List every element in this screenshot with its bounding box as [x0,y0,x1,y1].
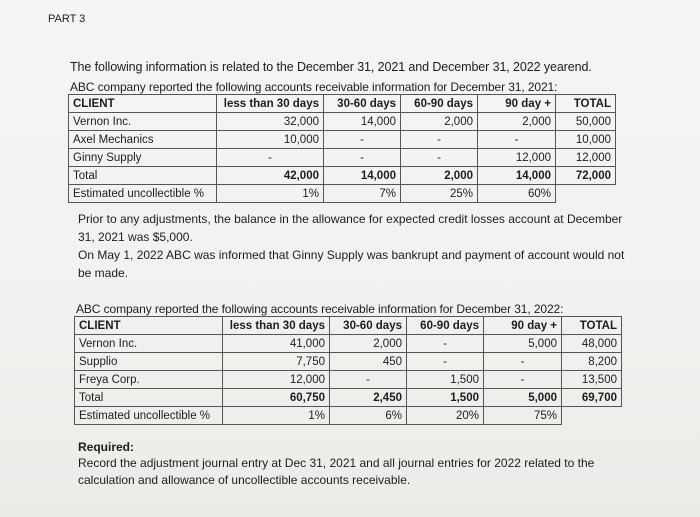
cell: 1% [217,185,324,203]
cell: 10,000 [556,131,616,149]
header-total: TOTAL [556,95,616,113]
header-30-60: 30-60 days [330,317,407,335]
cell: - [484,371,562,389]
part-title: PART 3 [48,13,86,25]
cell: 25% [401,185,478,203]
cell: 14,000 [478,167,556,185]
cell: - [407,335,484,353]
header-total: TOTAL [562,317,622,335]
cell: Total [69,167,217,185]
cell: Freya Corp. [75,371,223,389]
cell: 48,000 [562,335,622,353]
cell: 60,750 [223,389,330,407]
table-row [69,149,616,167]
cell: 2,000 [330,335,407,353]
cell: 2,000 [401,167,478,185]
pct-row [69,185,616,203]
table-row [69,113,616,131]
cell: - [401,131,478,149]
table-row [75,371,622,389]
required-text: Record the adjustment journal entry at Dec 31, 2021 and all journal entries for 2022 related to the calculation and allowance of uncollectible accounts receivable. [78,456,595,487]
cell: Estimated uncollectible % [69,185,217,203]
cell: 2,450 [330,389,407,407]
cell: 42,000 [217,167,324,185]
cell: 450 [330,353,407,371]
cell: 5,000 [484,335,562,353]
table-row [75,335,622,353]
cell: - [478,131,556,149]
cell: 7,750 [223,353,330,371]
header-client: CLIENT [75,317,223,335]
cell: Total [75,389,223,407]
header-lt30: less than 30 days [223,317,330,335]
cell: 1,500 [407,389,484,407]
cell: 72,000 [556,167,616,185]
cell: 2,000 [478,113,556,131]
cell: 13,500 [562,371,622,389]
ar-table-2022 [74,316,622,425]
header-60-90: 60-90 days [401,95,478,113]
cell: Estimated uncollectible % [75,407,223,425]
cell: - [484,353,562,371]
cell: - [324,149,401,167]
bankruptcy-text: On May 1, 2022 ABC was informed that Ginny Supply was bankrupt and payment of account would not be made. [78,248,625,280]
table-header-row [75,317,622,335]
cell: Ginny Supply [69,149,217,167]
cell: Vernon Inc. [75,335,223,353]
cell: 6% [330,407,407,425]
cell: 1% [223,407,330,425]
cell: 8,200 [562,353,622,371]
cell: 41,000 [223,335,330,353]
table1-caption: ABC company reported the following accounts receivable information for December 31, 2021: [70,80,558,94]
cell: Supplio [75,353,223,371]
cell [562,407,622,425]
cell: - [330,371,407,389]
cell: 2,000 [401,113,478,131]
cell: - [217,149,324,167]
pct-row [75,407,622,425]
cell: 50,000 [556,113,616,131]
cell: 20% [407,407,484,425]
cell: - [324,131,401,149]
ar-table-2021 [68,94,616,203]
cell [556,185,616,203]
cell: Vernon Inc. [69,113,217,131]
cell: 7% [324,185,401,203]
cell: - [407,353,484,371]
table-row [69,131,616,149]
cell: 75% [484,407,562,425]
total-row [75,389,622,407]
cell: 5,000 [484,389,562,407]
cell: 14,000 [324,167,401,185]
required-heading: Required: [78,440,135,454]
header-lt30: less than 30 days [217,95,324,113]
cell: 60% [478,185,556,203]
table-row [75,353,622,371]
allowance-balance-text: Prior to any adjustments, the balance in the allowance for expected credit losses account at December 31, 2021 was $5,000. [78,212,623,244]
total-row [69,167,616,185]
header-90plus: 90 day + [478,95,556,113]
cell: 1,500 [407,371,484,389]
intro-text: The following information is related to the December 31, 2021 and December 31, 2022 yearend. [70,60,592,74]
cell: 32,000 [217,113,324,131]
cell: 10,000 [217,131,324,149]
header-60-90: 60-90 days [407,317,484,335]
header-client: CLIENT [69,95,217,113]
cell: 69,700 [562,389,622,407]
header-90plus: 90 day + [484,317,562,335]
cell: - [401,149,478,167]
cell: 12,000 [556,149,616,167]
cell: 12,000 [223,371,330,389]
table-header-row [69,95,616,113]
cell: 12,000 [478,149,556,167]
table2-caption: ABC company reported the following accounts receivable information for December 31, 2022: [76,302,564,316]
header-30-60: 30-60 days [324,95,401,113]
cell: 14,000 [324,113,401,131]
cell: Axel Mechanics [69,131,217,149]
